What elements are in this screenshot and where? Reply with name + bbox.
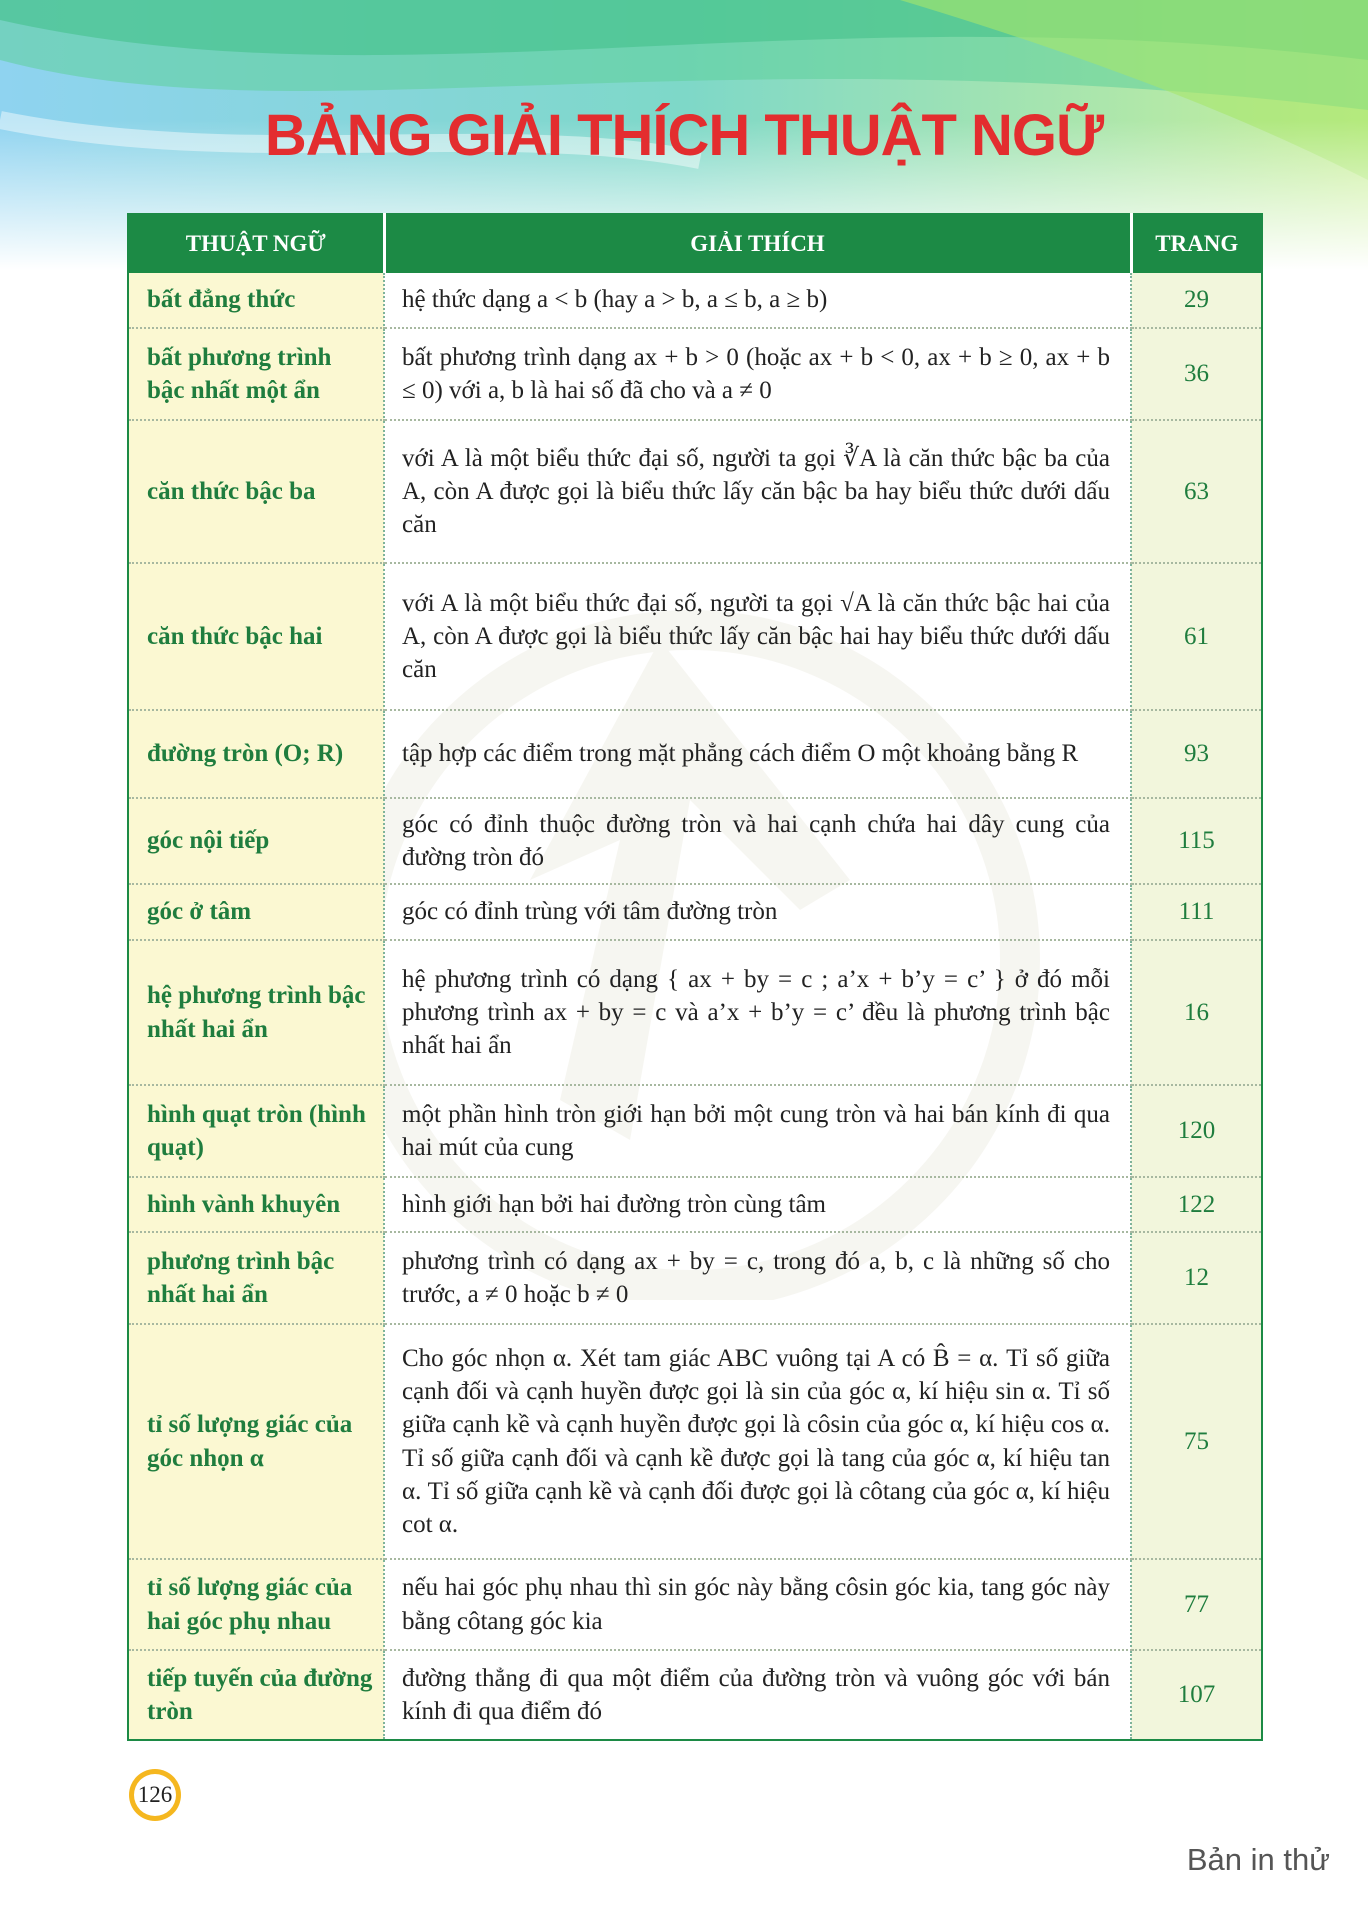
page-number: 126 — [137, 1782, 173, 1807]
table-row — [128, 1232, 1262, 1324]
glossary-table — [127, 213, 1263, 1741]
page-cell: 61 — [1131, 563, 1262, 710]
table-row — [128, 1324, 1262, 1559]
explanation-cell: bất phương trình dạng ax + b > 0 (hoặc ax + b < 0, ax + b ≥ 0, ax + b ≤ 0) với a, b là hai số đã cho và a ≠ 0 — [384, 328, 1131, 420]
page-cell: 120 — [1131, 1085, 1262, 1177]
explanation-cell: hệ phương trình có dạng { ax + by = c ; a’x + b’y = c’ } ở đó mỗi phương trình ax + by = c và a’x + b’y = c’ đều là phương trình bậc nhất hai ẩn — [384, 940, 1131, 1085]
table-row — [128, 710, 1262, 798]
term-cell: bất đẳng thức — [128, 273, 384, 328]
explanation-cell: một phần hình tròn giới hạn bởi một cung tròn và hai bán kính đi qua hai mút của cung — [384, 1085, 1131, 1177]
table-row — [128, 798, 1262, 884]
explanation-cell: hệ thức dạng a < b (hay a > b, a ≤ b, a ≥ b) — [384, 273, 1131, 328]
column-header-explanation: GIẢI THÍCH — [384, 214, 1131, 273]
table-row — [128, 1559, 1262, 1650]
table-row — [128, 328, 1262, 420]
term-cell: tỉ số lượng giác của hai góc phụ nhau — [128, 1559, 384, 1650]
table-row — [128, 884, 1262, 940]
explanation-cell: với A là một biểu thức đại số, người ta gọi √A là căn thức bậc hai của A, còn A được gọi là biểu thức lấy căn bậc hai hay biểu thức dưới dấu căn — [384, 563, 1131, 710]
page-cell: 111 — [1131, 884, 1262, 940]
term-cell: hệ phương trình bậc nhất hai ẩn — [128, 940, 384, 1085]
page-cell: 12 — [1131, 1232, 1262, 1324]
term-cell: căn thức bậc hai — [128, 563, 384, 710]
term-cell: góc ở tâm — [128, 884, 384, 940]
page-cell: 115 — [1131, 798, 1262, 884]
explanation-cell: nếu hai góc phụ nhau thì sin góc này bằng côsin góc kia, tang góc này bằng côtang góc kia — [384, 1559, 1131, 1650]
term-cell: góc nội tiếp — [128, 798, 384, 884]
page-cell: 77 — [1131, 1559, 1262, 1650]
term-cell: phương trình bậc nhất hai ẩn — [128, 1232, 384, 1324]
column-header-page: TRANG — [1131, 214, 1262, 273]
page-cell: 107 — [1131, 1650, 1262, 1740]
explanation-cell: tập hợp các điểm trong mặt phẳng cách điểm O một khoảng bằng R — [384, 710, 1131, 798]
term-cell: căn thức bậc ba — [128, 420, 384, 563]
term-cell: bất phương trình bậc nhất một ẩn — [128, 328, 384, 420]
explanation-cell: đường thẳng đi qua một điểm của đường tròn và vuông góc với bán kính đi qua điểm đó — [384, 1650, 1131, 1740]
term-cell: tỉ số lượng giác của góc nhọn α — [128, 1324, 384, 1559]
page-cell: 93 — [1131, 710, 1262, 798]
explanation-cell: góc có đỉnh thuộc đường tròn và hai cạnh chứa hai dây cung của đường tròn đó — [384, 798, 1131, 884]
page-cell: 29 — [1131, 273, 1262, 328]
table-row — [128, 940, 1262, 1085]
table-row — [128, 1650, 1262, 1740]
explanation-cell: hình giới hạn bởi hai đường tròn cùng tâm — [384, 1177, 1131, 1232]
page-title: BẢNG GIẢI THÍCH THUẬT NGỮ — [264, 103, 1104, 168]
page-cell: 75 — [1131, 1324, 1262, 1559]
page-cell: 63 — [1131, 420, 1262, 563]
page-cell: 122 — [1131, 1177, 1262, 1232]
term-cell: hình vành khuyên — [128, 1177, 384, 1232]
column-header-term: THUẬT NGỮ — [128, 214, 384, 273]
explanation-cell: phương trình có dạng ax + by = c, trong đó a, b, c là những số cho trước, a ≠ 0 hoặc b ≠ 0 — [384, 1232, 1131, 1324]
term-cell: đường tròn (O; R) — [128, 710, 384, 798]
page-cell: 36 — [1131, 328, 1262, 420]
table-row — [128, 1085, 1262, 1177]
explanation-cell: với A là một biểu thức đại số, người ta gọi ∛A là căn thức bậc ba của A, còn A được gọi là biểu thức lấy căn bậc ba hay biểu thức dưới dấu căn — [384, 420, 1131, 563]
table-row — [128, 273, 1262, 328]
table-row — [128, 420, 1262, 563]
term-cell: tiếp tuyến của đường tròn — [128, 1650, 384, 1740]
explanation-cell: Cho góc nhọn α. Xét tam giác ABC vuông tại A có B̂ = α. Tỉ số giữa cạnh đối và cạnh huyền được gọi là sin của góc α, kí hiệu sin α. Tỉ số giữa cạnh kề và cạnh huyền được gọi là côsin của góc α, kí hiệu cos α. Tỉ số giữa cạnh đối và cạnh kề được gọi là tang của góc α, kí hiệu tan α. Tỉ số giữa cạnh kề và cạnh đối được gọi là côtang của góc α, kí hiệu cot α. — [384, 1324, 1131, 1559]
table-row — [128, 563, 1262, 710]
table-header-row — [128, 214, 1262, 273]
page-cell: 16 — [1131, 940, 1262, 1085]
proof-watermark-text: Bản in thử — [1186, 1842, 1330, 1877]
table-row — [128, 1177, 1262, 1232]
explanation-cell: góc có đỉnh trùng với tâm đường tròn — [384, 884, 1131, 940]
term-cell: hình quạt tròn (hình quạt) — [128, 1085, 384, 1177]
